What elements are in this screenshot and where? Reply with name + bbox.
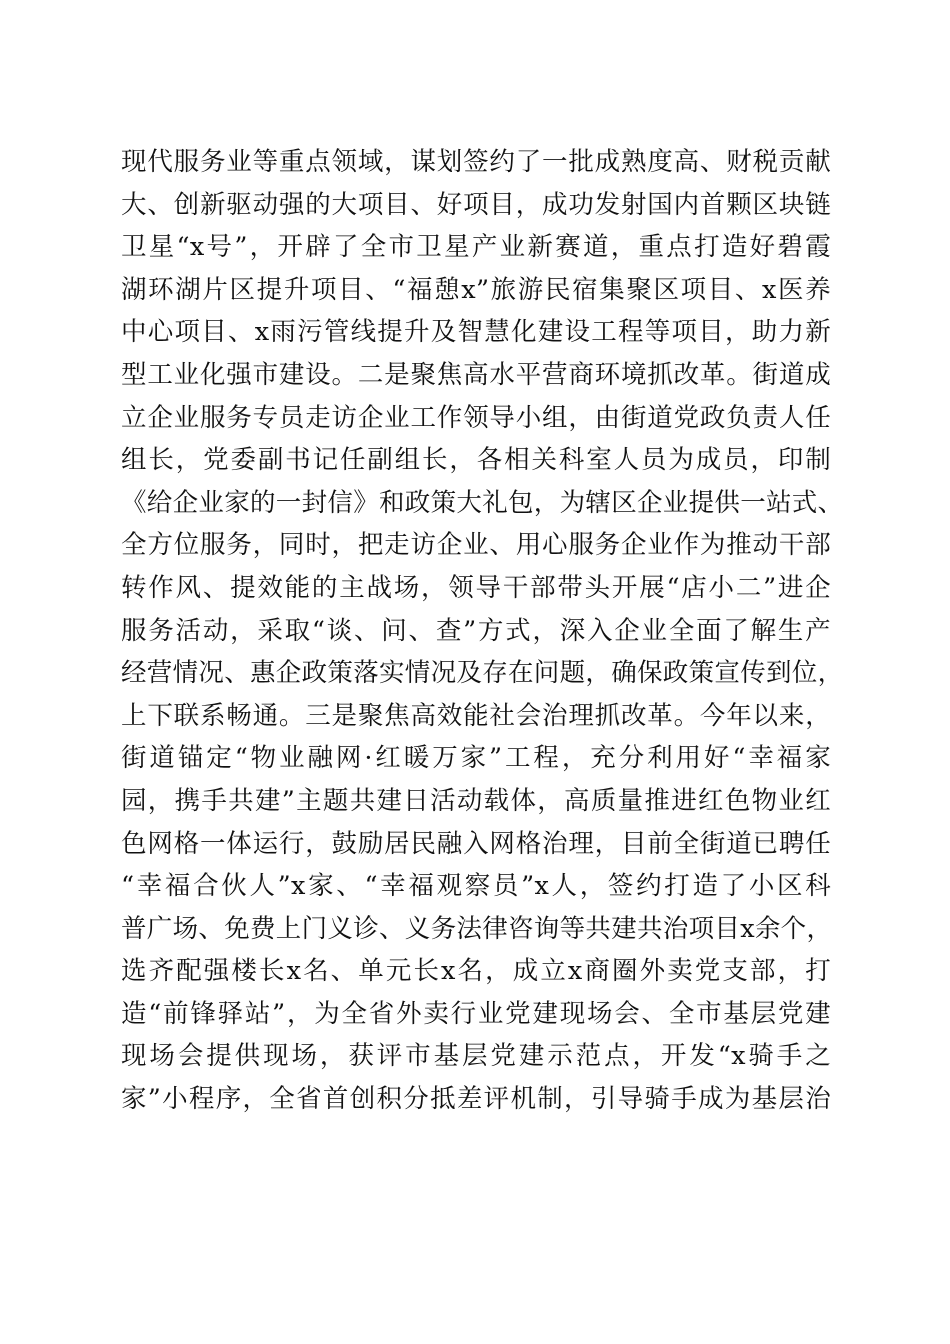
text-line: 卫星“x号”，开辟了全市卫星产业新赛道，重点打造好碧霞	[121, 232, 831, 263]
text-line: 《给企业家的一封信》和政策大礼包，为辖区企业提供一站式、	[121, 487, 844, 518]
text-line: 造“前锋驿站”，为全省外卖行业党建现场会、全市基层党建	[121, 998, 831, 1029]
text-line: 中心项目、x雨污管线提升及智慧化建设工程等项目，助力新	[121, 317, 831, 348]
text-line: 色网格一体运行，鼓励居民融入网格治理，目前全街道已聘任	[121, 828, 831, 859]
text-line: 现代服务业等重点领域，谋划签约了一批成熟度高、财税贡献	[121, 147, 831, 177]
body-paragraph	[121, 141, 844, 1121]
text-line: 组长，党委副书记任副组长，各相关科室人员为成员，印制	[121, 445, 831, 476]
text-line: 园，携手共建”主题共建日活动载体，高质量推进红色物业红	[121, 785, 831, 816]
text-line: 普广场、免费上门义诊、义务法律咨询等共建共治项目x余个，	[121, 913, 833, 944]
text-line: 全方位服务，同时，把走访企业、用心服务企业作为推动干部	[121, 530, 831, 561]
text-line: 服务活动，采取“谈、问、查”方式，深入企业全面了解生产	[121, 615, 831, 646]
text-line: 上下联系畅通。三是聚焦高效能社会治理抓改革。今年以来，	[121, 700, 831, 731]
text-line: 经营情况、惠企政策落实情况及存在问题，确保政策宣传到位，	[121, 658, 844, 689]
text-line: 家”小程序，全省首创积分抵差评机制，引导骑手成为基层治	[121, 1084, 831, 1115]
text-line: 转作风、提效能的主战场，领导干部带头开展“店小二”进企	[121, 572, 831, 603]
text-line: “幸福合伙人”x家、“幸福观察员”x人，签约打造了小区科	[121, 871, 831, 902]
text-line: 型工业化强市建设。二是聚焦高水平营商环境抓改革。街道成	[121, 359, 831, 390]
text-line: 立企业服务专员走访企业工作领导小组，由街道党政负责人任	[121, 402, 831, 433]
text-line: 现场会提供现场，获评市基层党建示范点，开发“x骑手之	[121, 1041, 831, 1072]
text-line: 选齐配强楼长x名、单元长x名，成立x商圈外卖党支部，打	[121, 956, 831, 987]
text-line: 大、创新驱动强的大项目、好项目，成功发射国内首颗区块链	[121, 189, 831, 220]
text-line: 街道锚定“物业融网·红暖万家”工程，充分利用好“幸福家	[121, 743, 831, 774]
text-line: 湖环湖片区提升项目、“福憩x”旅游民宿集聚区项目、x医养	[121, 274, 831, 305]
